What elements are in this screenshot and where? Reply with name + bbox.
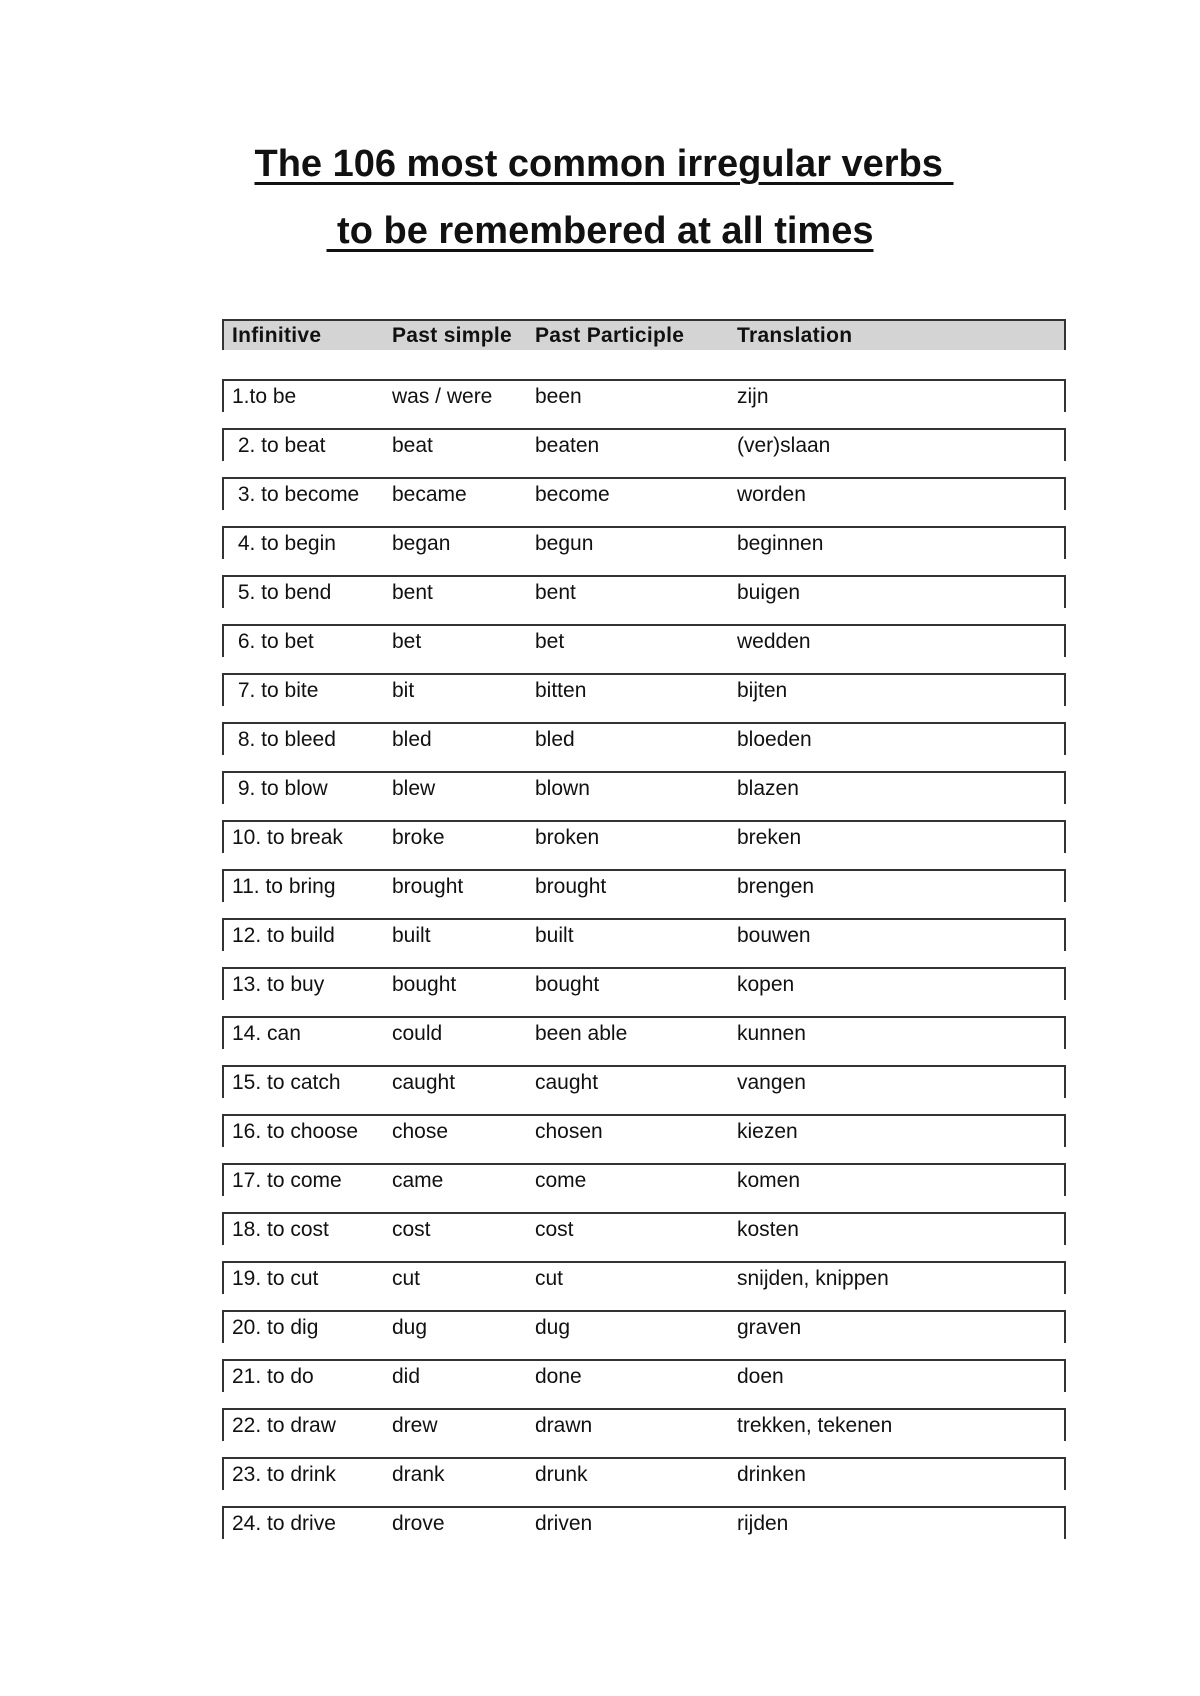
cell-past-participle: bled: [535, 727, 575, 751]
cell-translation: kosten: [737, 1217, 799, 1241]
cell-infinitive: 14. can: [232, 1021, 301, 1045]
table-row: [222, 526, 1066, 559]
cell-translation: kiezen: [737, 1119, 798, 1143]
cell-translation: vangen: [737, 1070, 806, 1094]
cell-translation: bouwen: [737, 923, 811, 947]
table-row: [222, 1212, 1066, 1245]
cell-infinitive: 19. to cut: [232, 1266, 319, 1290]
cell-infinitive: 4. to begin: [232, 531, 336, 555]
table-row: [222, 967, 1066, 1000]
cell-past-simple: dug: [392, 1315, 428, 1339]
cell-translation: zijn: [737, 384, 769, 408]
table-row: [222, 1261, 1066, 1294]
cell-translation: bijten: [737, 678, 788, 702]
table-row: [222, 918, 1066, 951]
cell-past-simple: did: [392, 1364, 421, 1388]
table-row: [222, 1114, 1066, 1147]
table-row: [222, 771, 1066, 804]
cell-past-simple: drove: [392, 1511, 445, 1535]
table-row: [222, 624, 1066, 657]
cell-translation: (ver)slaan: [737, 433, 831, 457]
cell-past-simple: brought: [392, 874, 464, 898]
cell-translation: kunnen: [737, 1021, 806, 1045]
cell-past-participle: drawn: [535, 1413, 593, 1437]
cell-past-simple: came: [392, 1168, 444, 1192]
table-row: [222, 869, 1066, 902]
cell-translation: snijden, knippen: [737, 1266, 889, 1290]
table-row: [222, 575, 1066, 608]
cell-past-simple: drew: [392, 1413, 438, 1437]
cell-infinitive: 15. to catch: [232, 1070, 341, 1094]
cell-past-participle: bitten: [535, 678, 587, 702]
cell-infinitive: 17. to come: [232, 1168, 342, 1192]
cell-past-participle: been: [535, 384, 582, 408]
cell-infinitive: 24. to drive: [232, 1511, 336, 1535]
cell-past-simple: blew: [392, 776, 436, 800]
cell-infinitive: 10. to break: [232, 825, 343, 849]
cell-past-simple: caught: [392, 1070, 456, 1094]
cell-infinitive: 22. to draw: [232, 1413, 336, 1437]
table-row: [222, 673, 1066, 706]
cell-infinitive: 13. to buy: [232, 972, 325, 996]
cell-past-simple: bled: [392, 727, 432, 751]
cell-past-simple: built: [392, 923, 431, 947]
cell-translation: worden: [737, 482, 806, 506]
cell-past-participle: cut: [535, 1266, 564, 1290]
cell-past-simple: drank: [392, 1462, 445, 1486]
cell-past-simple: beat: [392, 433, 433, 457]
cell-translation: breken: [737, 825, 802, 849]
table-row: [222, 1310, 1066, 1343]
cell-infinitive: 5. to bend: [232, 580, 332, 604]
table-row: [222, 1408, 1066, 1441]
table-row: [222, 820, 1066, 853]
cell-past-participle: blown: [535, 776, 590, 800]
cell-past-simple: began: [392, 531, 451, 555]
cell-infinitive: 18. to cost: [232, 1217, 329, 1241]
cell-translation: blazen: [737, 776, 799, 800]
cell-past-participle: caught: [535, 1070, 599, 1094]
document-title-line-2: to be remembered at all times: [326, 210, 874, 252]
cell-translation: brengen: [737, 874, 815, 898]
cell-past-participle: driven: [535, 1511, 593, 1535]
cell-past-participle: chosen: [535, 1119, 603, 1143]
cell-past-simple: broke: [392, 825, 445, 849]
cell-past-participle: bent: [535, 580, 576, 604]
cell-infinitive: 7. to bite: [232, 678, 319, 702]
cell-past-participle: become: [535, 482, 610, 506]
cell-infinitive: 1.to be: [232, 384, 297, 408]
cell-past-participle: drunk: [535, 1462, 588, 1486]
table-row: [222, 477, 1066, 510]
cell-past-participle: begun: [535, 531, 594, 555]
table-header: [222, 319, 1066, 350]
header-infinitive: Infinitive: [232, 323, 322, 347]
cell-infinitive: 2. to beat: [232, 433, 326, 457]
cell-translation: beginnen: [737, 531, 824, 555]
cell-infinitive: 16. to choose: [232, 1119, 359, 1143]
cell-infinitive: 3. to become: [232, 482, 360, 506]
document-title-line-1: The 106 most common irregular verbs: [254, 143, 954, 185]
cell-past-simple: could: [392, 1021, 443, 1045]
cell-past-simple: bent: [392, 580, 433, 604]
cell-past-participle: brought: [535, 874, 607, 898]
cell-past-participle: broken: [535, 825, 600, 849]
cell-translation: drinken: [737, 1462, 806, 1486]
cell-translation: komen: [737, 1168, 801, 1192]
cell-past-participle: beaten: [535, 433, 600, 457]
table-row: [222, 1065, 1066, 1098]
cell-translation: wedden: [737, 629, 811, 653]
cell-past-participle: dug: [535, 1315, 571, 1339]
table-row: [222, 1457, 1066, 1490]
cell-infinitive: 21. to do: [232, 1364, 314, 1388]
cell-infinitive: 8. to bleed: [232, 727, 336, 751]
table-row: [222, 1016, 1066, 1049]
cell-past-simple: cut: [392, 1266, 421, 1290]
cell-infinitive: 12. to build: [232, 923, 335, 947]
cell-past-participle: cost: [535, 1217, 574, 1241]
cell-translation: graven: [737, 1315, 802, 1339]
cell-translation: doen: [737, 1364, 784, 1388]
table-row: [222, 428, 1066, 461]
cell-translation: bloeden: [737, 727, 812, 751]
cell-past-participle: built: [535, 923, 574, 947]
cell-past-participle: done: [535, 1364, 582, 1388]
header-past-simple: Past simple: [392, 323, 513, 347]
cell-translation: kopen: [737, 972, 795, 996]
cell-translation: buigen: [737, 580, 801, 604]
cell-past-simple: became: [392, 482, 467, 506]
cell-infinitive: 11. to bring: [232, 874, 336, 898]
table-row: [222, 379, 1066, 412]
cell-translation: rijden: [737, 1511, 789, 1535]
cell-infinitive: 9. to blow: [232, 776, 328, 800]
table-row: [222, 722, 1066, 755]
cell-past-simple: chose: [392, 1119, 449, 1143]
cell-past-participle: come: [535, 1168, 587, 1192]
cell-past-participle: been able: [535, 1021, 628, 1045]
cell-past-simple: bought: [392, 972, 457, 996]
cell-past-simple: bet: [392, 629, 422, 653]
table-row: [222, 1359, 1066, 1392]
header-translation: Translation: [737, 323, 853, 347]
cell-past-simple: cost: [392, 1217, 431, 1241]
cell-infinitive: 20. to dig: [232, 1315, 319, 1339]
header-past-participle: Past Participle: [535, 323, 685, 347]
cell-infinitive: 23. to drink: [232, 1462, 336, 1486]
verbs-table: [222, 319, 1066, 1535]
cell-past-simple: was / were: [392, 384, 493, 408]
cell-past-participle: bought: [535, 972, 600, 996]
cell-infinitive: 6. to bet: [232, 629, 314, 653]
table-row: [222, 1163, 1066, 1196]
cell-past-participle: bet: [535, 629, 565, 653]
cell-translation: trekken, tekenen: [737, 1413, 893, 1437]
cell-past-simple: bit: [392, 678, 415, 702]
table-row: [222, 1506, 1066, 1539]
